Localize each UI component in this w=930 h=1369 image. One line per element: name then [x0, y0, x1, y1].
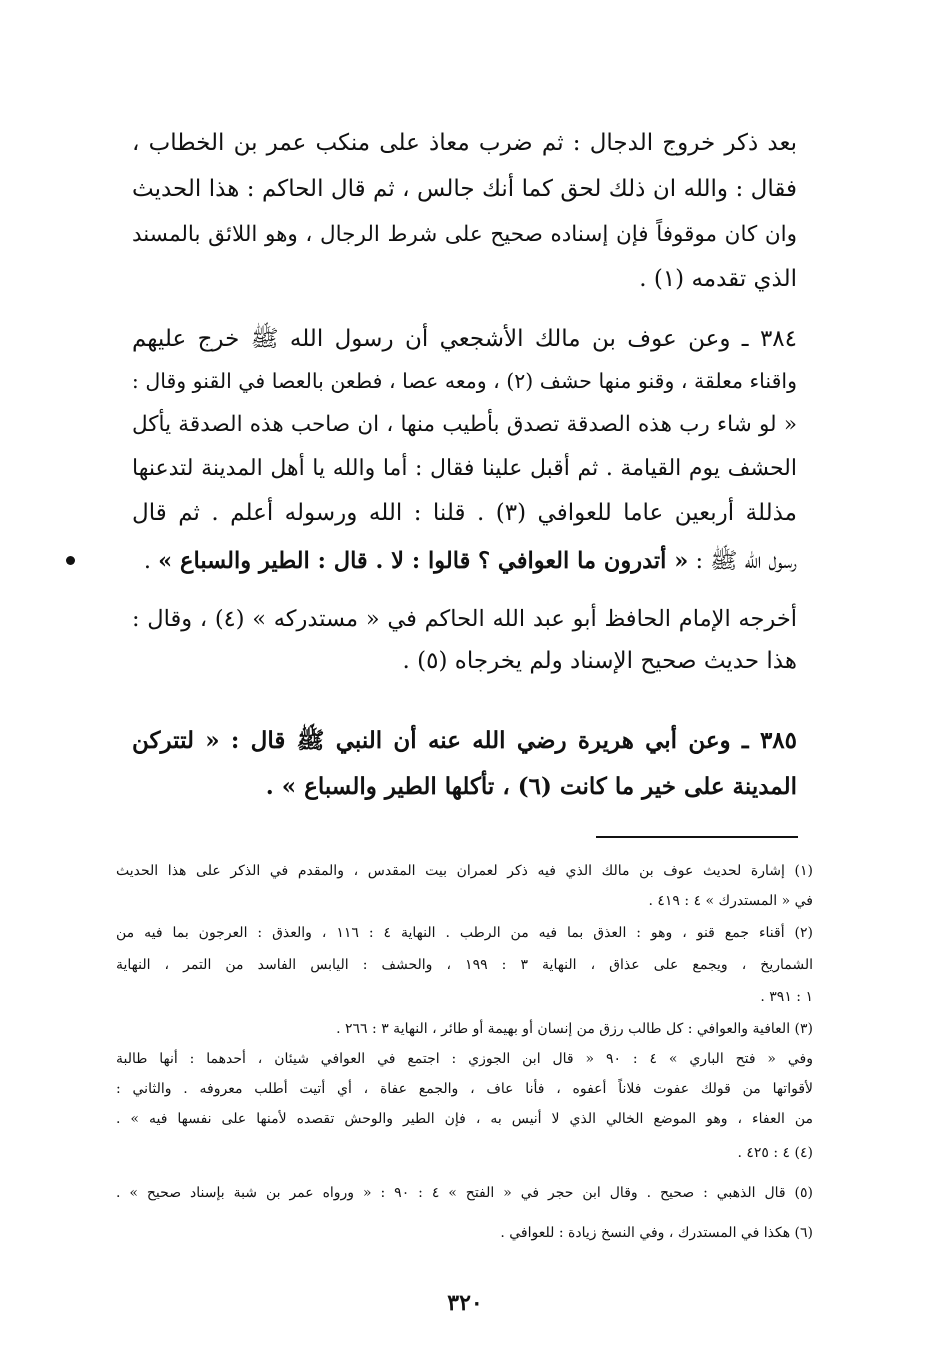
hadith-385-line-1: ٣٨٥ ـ وعن أبي هريرة رضي الله عنه أن النبي ﷺ قال : « لتتركن: [132, 727, 797, 754]
footnote-separator: [596, 836, 798, 838]
footnote-line: (٢) أقناء جمع قنو ، وهو : العذق بما فيه من الرطب . النهاية ٤ : ١١٦ ، والعذق : العرجون بما فيه من: [116, 925, 814, 941]
footnote-line: (١) إشارة لحديث عوف بن مالك الذي فيه ذكر لعمران بيت المقدس ، والمقدم في الذكر على هذا الحديث: [116, 863, 813, 879]
footnote-line: الشماريخ ، ويجمع على عذاق ، النهاية ٣ : ١٩٩ ، والحشف : اليابس الفاسد من التمر ، النهاية: [116, 957, 813, 973]
hadith-384-quote: « أتدرون ما العوافي ؟ قالوا : لا . قال : الطير والسباع »: [158, 548, 689, 574]
hadith-384-line-4: الحشف يوم القيامة . ثم أقبل علينا فقال : أما والله يا أهل المدينة لتدعنها: [132, 456, 797, 481]
hadith-384-line-6: [132, 538, 797, 584]
footnote-line: لأقواتها من قولك عفوت فلاناً أعفوه ، فأنا عاف ، والجمع عفاة ، أي أتيت أطلب معروفه . والثاني :: [116, 1081, 813, 1097]
footnote-line: من العفاء ، وهو الموضع الخالي الذي لا أنيس به ، فإن الطير والوحش تقصده لأمنها على نفسها فيه » .: [116, 1111, 813, 1127]
hadith-384-line-1: ٣٨٤ ـ وعن عوف بن مالك الأشجعي أن رسول الله ﷺ خرج عليهم: [132, 326, 797, 352]
footnote-line: (٥) قال الذهبي : صحيح . وقال ابن حجر في « الفتح » ٤ : ٩٠ : « ورواه عمر بن شبة بإسناد صحيح » .: [116, 1185, 813, 1201]
takhrij-line-2: هذا حديث صحيح الإسناد ولم يخرجاه (٥) .: [402, 648, 797, 674]
takhrij-line-1: أخرجه الإمام الحافظ أبو عبد الله الحاكم في « مستدركه » (٤) ، وقال :: [132, 606, 797, 632]
footnote-line: وفي « فتح الباري » ٤ : ٩٠ « قال ابن الجوزي : اجتمع في العوافي شيئان ، أحدهما : أنها طالبة: [116, 1051, 814, 1067]
footnote-line: (٣) العافية والعوافي : كل طالب رزق من إنسان أو بهيمة أو طائر ، النهاية ٣ : ٢٦٦ .: [336, 1021, 813, 1037]
page-number: ٣٢٠: [447, 1290, 483, 1316]
hadith-384-line-6-end: .: [143, 548, 151, 574]
hadith-384-line-5: مذللة أربعين عاما للعوافي (٣) . قلنا : الله ورسوله أعلم . ثم قال: [132, 500, 797, 526]
paragraph-1-line-1: بعد ذكر خروج الدجال : ثم ضرب معاذ على منكب عمر بن الخطاب ،: [132, 130, 797, 156]
footnote-line: (٦) هكذا في المستدرك ، وفي النسخ زيادة : للعوافي .: [500, 1225, 813, 1241]
hadith-384-line-6-start: رسول الله ﷺ :: [695, 548, 797, 574]
margin-bullet-mark: [66, 556, 75, 565]
paragraph-1-line-3: وان كان موقوفاً فإن إسناده صحيح على شرط الرجال ، وهو اللائق بالمسند: [132, 222, 797, 247]
footnote-line: (٤) ٤ : ٤٢٥ .: [737, 1145, 813, 1161]
footnote-line: ١ : ٣٩١ .: [760, 989, 813, 1005]
hadith-384-line-3: « لو شاء رب هذه الصدقة تصدق بأطيب منها ، ان صاحب هذه الصدقة يأكل: [132, 412, 797, 437]
hadith-385-line-2: المدينة على خير ما كانت (٦) ، تأكلها الطير والسباع » .: [265, 773, 797, 800]
hadith-384-line-2: واقناء معلقة ، وقنو منها حشف (٢) ، ومعه عصا ، فطعن بالعصا في القنو وقال :: [131, 369, 797, 393]
paragraph-1-line-4: الذي تقدمه (١) .: [639, 266, 797, 292]
footnote-line: في « المستدرك » ٤ : ٤١٩ .: [648, 893, 813, 909]
paragraph-1-line-2: فقال : والله ان ذلك لحق كما أنك جالس ، ثم قال الحاكم : هذا الحديث: [132, 176, 797, 202]
